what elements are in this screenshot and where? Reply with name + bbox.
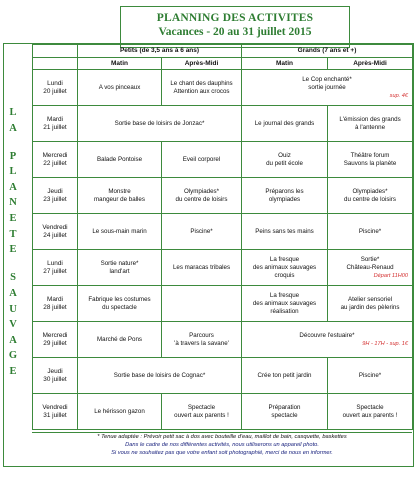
cell-text: Préparons les	[265, 187, 304, 195]
activity-big-apres-midi	[328, 394, 413, 430]
note-tenue: * Tenue adaptée : Prévoir petit sac à dos avec bouteille d'eau, maillot de bain, casquette, baskettes	[97, 434, 347, 440]
cell-text: 30 juillet	[43, 375, 67, 383]
side-text	[6, 107, 20, 377]
corner-cell	[33, 58, 78, 70]
activity-big-matin	[242, 358, 328, 394]
col-header-apres-midi: Après-Midi	[328, 58, 413, 70]
activity-small-apres-midi	[162, 286, 242, 322]
side-letter: E	[9, 213, 17, 225]
table-row	[33, 178, 413, 214]
cell-text: Le journal des grands	[254, 119, 315, 127]
cell-text: Sortie base de loisirs de Cognac*	[113, 371, 206, 379]
cell-text: 'à travers la savane'	[174, 339, 229, 347]
note-photo: Si vous ne souhaitez pas que votre enfant soit photographié, merci de nous en informer.	[111, 450, 333, 456]
cell-text: 27 juillet	[43, 267, 67, 275]
cell-text: à l'antenne	[354, 123, 386, 131]
side-letter: G	[8, 350, 18, 362]
activity-big-apres-midi	[328, 106, 413, 142]
activity-big-full	[242, 70, 413, 106]
cell-text: Atelier sensoriel	[347, 295, 393, 303]
cell-text: Eveil corporel	[182, 155, 221, 163]
cell-text: Les maracas tribales	[172, 263, 231, 271]
cell-text: Attention aux crocos	[173, 87, 230, 95]
activity-small-apres-midi	[162, 142, 242, 178]
cell-text: 21 juillet	[43, 123, 67, 131]
cell-text: mangeur de balles	[94, 195, 145, 203]
day-cell	[33, 106, 78, 142]
cell-text: 24 juillet	[43, 231, 67, 239]
table-row	[33, 286, 413, 322]
cell-text: Balade Pontoise	[96, 155, 143, 163]
cell-text: Olympiades*	[352, 187, 388, 195]
cell-text: Sortie base de loisirs de Jonzac*	[114, 119, 205, 127]
cell-text: Fabrique les costumes	[88, 295, 151, 303]
cell-text: Peins sans tes mains	[255, 227, 314, 235]
title-line2: Vacances - 20 au 31 juillet 2015	[158, 26, 312, 38]
activity-small-matin	[78, 322, 162, 358]
side-letter: A	[9, 287, 17, 299]
planning-table	[32, 44, 413, 430]
side-letter: L	[9, 107, 17, 118]
group-big-header: Grands (7 ans et +)	[242, 45, 413, 58]
cell-text: Mercredi	[42, 151, 68, 159]
activity-big-matin	[242, 286, 328, 322]
cell-text: Vendredi	[42, 223, 68, 231]
table-row	[33, 70, 413, 106]
cell-text: Olympiades*	[183, 187, 220, 195]
cell-text: Mardi	[47, 295, 63, 303]
col-header-matin: Matin	[242, 58, 328, 70]
cell-text: Spectacle	[356, 403, 384, 411]
activity-small-apres-midi	[162, 322, 242, 358]
activity-small-apres-midi	[162, 250, 242, 286]
side-letter: E	[9, 365, 17, 377]
activity-small-matin	[78, 286, 162, 322]
activity-small-full	[78, 106, 242, 142]
activity-big-apres-midi	[328, 286, 413, 322]
table-row	[33, 250, 413, 286]
cell-text: Le chant des dauphins	[170, 79, 233, 87]
cell-text: Marché de Pons	[96, 335, 143, 343]
activity-big-apres-midi	[328, 250, 413, 286]
planning-rows	[33, 70, 413, 430]
activity-big-apres-midi	[328, 214, 413, 250]
table-row	[33, 106, 413, 142]
cell-text: Le hérisson gazon	[94, 407, 145, 415]
cell-text: Préparation	[268, 403, 301, 411]
title-block	[120, 6, 350, 48]
cell-text: des animaux sauvages	[252, 263, 317, 271]
group-small-header: Petits (de 3,5 ans à 6 ans)	[78, 45, 242, 58]
cell-text: La fresque	[269, 255, 300, 263]
note-photo: Dans le cadre de nos différentes activités, nous utiliserons un appareil photo.	[125, 442, 319, 448]
col-header-apres-midi: Après-Midi	[162, 58, 242, 70]
cell-text: land'art	[109, 267, 130, 275]
cell-text: Vendredi	[42, 403, 68, 411]
activity-big-matin	[242, 250, 328, 286]
activity-big-apres-midi	[328, 178, 413, 214]
cell-text: des animaux sauvages	[252, 299, 317, 307]
cell-text: réalisation	[270, 307, 299, 315]
cell-text: Château-Renaud	[346, 263, 394, 271]
cell-text: Sortie nature*	[100, 259, 139, 267]
activity-big-matin	[242, 106, 328, 142]
col-header-matin: Matin	[78, 58, 162, 70]
cost-note: 9H - 17H - sup. 1€	[362, 340, 409, 347]
cell-text: A vos pinceaux	[98, 83, 141, 91]
activity-big-apres-midi	[328, 142, 413, 178]
cell-text: 22 juillet	[43, 159, 67, 167]
day-cell	[33, 142, 78, 178]
activity-small-apres-midi	[162, 214, 242, 250]
corner-cell	[33, 45, 78, 58]
cell-text: olympiades	[268, 195, 301, 203]
side-letter: U	[9, 303, 17, 315]
cell-text: Le Cop enchanté*	[302, 75, 352, 83]
activity-big-matin	[242, 394, 328, 430]
table-row	[33, 358, 413, 394]
cell-text: Sortie*	[360, 255, 380, 263]
cell-text: Piscine*	[358, 227, 382, 235]
side-letter: N	[9, 197, 17, 209]
notes	[32, 432, 412, 467]
side-letter: E	[9, 244, 17, 256]
day-cell	[33, 322, 78, 358]
cell-text: Lundi	[47, 79, 63, 87]
side-letter: L	[9, 166, 17, 178]
cell-text: 28 juillet	[43, 303, 67, 311]
activity-small-apres-midi	[162, 394, 242, 430]
side-letter: A	[9, 334, 17, 346]
table-row	[33, 322, 413, 358]
activity-big-apres-midi	[328, 358, 413, 394]
cell-text: L'émission des grands	[339, 115, 401, 123]
activity-small-matin	[78, 70, 162, 106]
cell-text: croquis	[274, 271, 295, 279]
cell-text: Jeudi	[47, 187, 63, 195]
day-cell	[33, 394, 78, 430]
cell-text: Spectacle	[187, 403, 216, 411]
activity-small-matin	[78, 394, 162, 430]
day-cell	[33, 286, 78, 322]
side-letter: A	[9, 122, 17, 134]
cell-text: 23 juillet	[43, 195, 67, 203]
activity-small-matin	[78, 178, 162, 214]
activity-small-matin	[78, 250, 162, 286]
activity-small-apres-midi	[162, 178, 242, 214]
cell-text: Mardi	[47, 115, 63, 123]
cell-text: Le sous-main marin	[92, 227, 147, 235]
cell-text: Lundi	[47, 259, 63, 267]
title-line1: PLANNING DES ACTIVITES	[156, 12, 314, 24]
cell-text: 20 juillet	[43, 87, 67, 95]
activity-big-matin	[242, 214, 328, 250]
activity-big-matin	[242, 178, 328, 214]
day-cell	[33, 250, 78, 286]
table-row	[33, 142, 413, 178]
cell-text: au jardin des pèlerins	[340, 303, 400, 311]
side-letter: S	[10, 272, 16, 284]
activity-big-full	[242, 322, 413, 358]
cell-text: Sauvons la planète	[343, 159, 397, 167]
table-row	[33, 394, 413, 430]
day-cell	[33, 70, 78, 106]
activity-small-matin	[78, 142, 162, 178]
activity-small-matin	[78, 214, 162, 250]
cell-text: La fresque	[269, 291, 300, 299]
cell-text: du spectacle	[102, 303, 137, 311]
cost-note: sup. 4€	[389, 92, 409, 99]
cell-text: spectacle	[271, 411, 298, 419]
activity-big-matin	[242, 142, 328, 178]
table-row	[33, 214, 413, 250]
cost-note: Départ 11H00	[373, 272, 409, 279]
cell-text: Mercredi	[42, 331, 68, 339]
cell-text: Monstre	[108, 187, 131, 195]
cell-text: 31 juillet	[43, 411, 67, 419]
cell-text: Découvre l'estuaire*	[299, 331, 355, 339]
cell-text: sortie journée	[308, 83, 346, 91]
cell-text: Parcours	[189, 331, 214, 339]
cell-text: 29 juillet	[43, 339, 67, 347]
cell-text: du petit école	[266, 159, 303, 167]
cell-text: ouvert aux parents !	[174, 411, 229, 419]
day-cell	[33, 214, 78, 250]
cell-text: ouvert aux parents !	[342, 411, 398, 419]
cell-text: du centre de loisirs	[175, 195, 228, 203]
cell-text: Crée ton petit jardin	[257, 371, 312, 379]
cell-text: Piscine*	[358, 371, 382, 379]
cell-text: du centre de loisirs	[344, 195, 396, 203]
side-letter: T	[9, 228, 17, 240]
cell-text: Jeudi	[47, 367, 63, 375]
day-cell	[33, 358, 78, 394]
cell-text: Ouiz	[278, 151, 291, 159]
cell-text: Piscine*	[190, 227, 213, 235]
activity-small-full	[78, 358, 242, 394]
side-letter: A	[9, 181, 17, 193]
side-letter: V	[9, 319, 17, 331]
day-cell	[33, 178, 78, 214]
cell-text: Théâtre forum	[350, 151, 390, 159]
activity-small-apres-midi	[162, 70, 242, 106]
side-letter: P	[9, 150, 17, 162]
